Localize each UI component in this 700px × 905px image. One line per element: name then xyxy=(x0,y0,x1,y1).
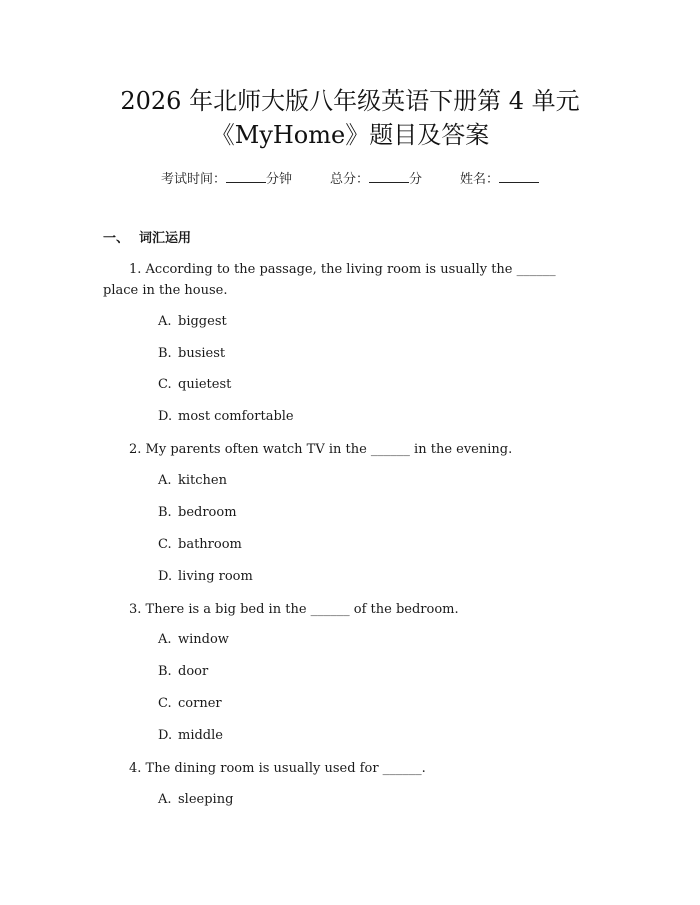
option-letter: D. xyxy=(158,728,173,743)
option-1-a xyxy=(158,312,227,332)
option-text: window xyxy=(178,632,229,647)
option-letter: C. xyxy=(158,696,172,711)
document-title-line-2: 《MyHome》题目及答案 xyxy=(210,121,490,149)
option-text: biggest xyxy=(178,314,227,329)
score-blank xyxy=(369,168,409,183)
option-1-b xyxy=(158,344,225,364)
option-text: bathroom xyxy=(178,537,242,552)
name-label: 姓名： xyxy=(460,172,500,187)
question-stem xyxy=(103,599,587,620)
option-3-c xyxy=(158,694,222,714)
option-text: middle xyxy=(178,728,223,743)
question-stem xyxy=(103,439,587,460)
option-text: busiest xyxy=(178,346,226,361)
option-text: kitchen xyxy=(178,473,227,488)
option-letter: A. xyxy=(158,792,172,807)
option-3-b xyxy=(158,662,208,682)
exam-info xyxy=(0,168,700,190)
section-title: 词汇运用 xyxy=(139,231,192,246)
option-text: bedroom xyxy=(178,505,237,520)
option-letter: C. xyxy=(158,537,172,552)
option-letter: D. xyxy=(158,409,173,424)
option-3-d xyxy=(158,726,223,746)
section-number: 一、 xyxy=(103,231,130,246)
option-1-c xyxy=(158,375,231,395)
question-stem xyxy=(103,758,587,779)
option-2-c xyxy=(158,535,242,555)
question-2-text: 2. My parents often watch TV in the ______ in the evening. xyxy=(129,442,513,457)
question-4-text: 4. The dining room is usually used for ______. xyxy=(129,761,426,776)
option-2-a xyxy=(158,471,227,491)
option-2-b xyxy=(158,503,237,523)
option-letter: D. xyxy=(158,569,173,584)
score-unit: 分 xyxy=(409,172,423,187)
option-3-a xyxy=(158,630,229,650)
option-text: corner xyxy=(178,696,222,711)
option-letter: A. xyxy=(158,314,172,329)
option-letter: C. xyxy=(158,377,172,392)
question-stem xyxy=(103,259,587,301)
option-text: door xyxy=(178,664,209,679)
option-text: quietest xyxy=(178,377,232,392)
option-letter: B. xyxy=(158,664,172,679)
document-title-line-1: 2026 年北师大版八年级英语下册第 4 单元 xyxy=(120,87,580,115)
option-text: most comfortable xyxy=(178,409,294,424)
question-3-text: 3. There is a big bed in the ______ of the bedroom. xyxy=(129,602,459,617)
option-letter: A. xyxy=(158,632,172,647)
time-blank xyxy=(226,168,266,183)
name-blank xyxy=(499,168,539,183)
option-text: sleeping xyxy=(178,792,234,807)
option-letter: A. xyxy=(158,473,172,488)
option-4-a xyxy=(158,790,233,810)
time-unit: 分钟 xyxy=(265,172,292,187)
question-1-text: 1. According to the passage, the living room is usually the ______ place in the house. xyxy=(103,262,556,298)
option-1-d xyxy=(158,407,294,427)
option-letter: B. xyxy=(158,346,172,361)
option-letter: B. xyxy=(158,505,172,520)
option-2-d xyxy=(158,567,253,587)
score-label: 总分： xyxy=(329,172,369,187)
option-text: living room xyxy=(178,569,253,584)
time-label: 考试时间： xyxy=(160,172,226,187)
section-heading xyxy=(103,229,191,249)
